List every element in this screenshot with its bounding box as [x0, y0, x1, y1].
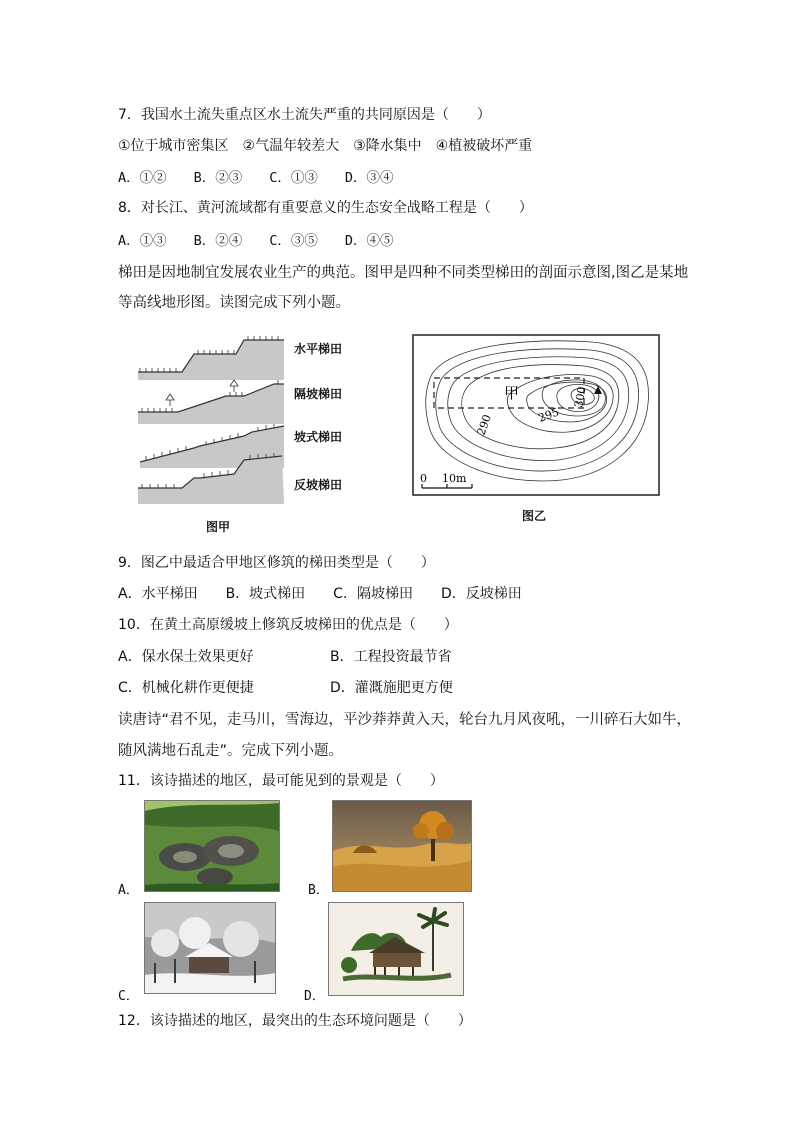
- q10-option-c: C．机械化耕作更便捷: [118, 680, 254, 696]
- terrace-label-level: 水平梯田: [294, 342, 343, 356]
- contour-label-295: 295: [536, 405, 561, 425]
- q9-options: A．水平梯田 B．坡式梯田 C．隔坡梯田 D．反坡梯田: [118, 586, 522, 602]
- q8-stem: 8．对长江、黄河流域都有重要意义的生态安全战略工程是（ ）: [118, 200, 533, 216]
- contour-label-290: 290: [474, 412, 495, 438]
- terrace-label-sloping: 坡式梯田: [294, 430, 343, 444]
- region-jia-label: 甲: [504, 384, 520, 402]
- terrace-profiles-figure: [134, 328, 294, 508]
- q11-letter-b: B．: [308, 883, 329, 898]
- figure-yi-caption: 图乙: [522, 509, 547, 523]
- q7-stem: 7．我国水土流失重点区水土流失严重的共同原因是（ ）: [118, 107, 491, 123]
- q12-stem: 12．该诗描述的地区，最突出的生态环境问题是（ ）: [118, 1013, 472, 1029]
- terrace-label-reverse: 反坡梯田: [294, 478, 343, 492]
- q7-choices: ①位于城市密集区 ②气温年较差大 ③降水集中 ④植被破坏严重: [118, 138, 533, 154]
- scale-zero: 0: [420, 472, 427, 485]
- passage1-line2: 等高线地形图。读图完成下列小题。: [118, 295, 350, 311]
- photo-a-tulou: [144, 800, 280, 892]
- q11-stem: 11．该诗描述的地区，最可能见到的景观是（ ）: [118, 773, 444, 789]
- terrace-label-separated: 隔坡梯田: [294, 387, 343, 401]
- passage1-line1: 梯田是因地制宜发展农业生产的典范。图甲是四种不同类型梯田的剖面示意图,图乙是某地: [118, 265, 689, 281]
- q8-options: A．①③ B．②④ C．③⑤ D．④⑤: [118, 233, 394, 249]
- figure-jia-caption-visible: 图甲: [206, 520, 231, 534]
- q10-option-a: A．保水保土效果更好: [118, 649, 254, 665]
- photo-b-desert: [332, 800, 472, 892]
- scale-length: 10m: [442, 472, 467, 485]
- passage2-line1: 读唐诗“君不见，走马川，雪海边，平沙莽莽黄入天，轮台九月风夜吼，一川碎石大如牛，: [118, 712, 692, 728]
- q9-stem: 9．图乙中最适合甲地区修筑的梯田类型是（ ）: [118, 555, 435, 571]
- contour-label-300: 300: [572, 385, 589, 409]
- q7-options: A．①② B．②③ C．①③ D．③④: [118, 170, 394, 186]
- passage2-line2: 随风满地石乱走”。完成下列小题。: [118, 743, 344, 759]
- slope-separated-terrace-profile: [138, 384, 284, 424]
- photo-c-snow: [144, 902, 276, 994]
- contour-map-figure: [412, 334, 660, 496]
- q11-letter-a: A．: [118, 883, 139, 898]
- photo-d-stilt-house: [328, 902, 464, 996]
- q10-option-d: D．灌溉施肥更方便: [330, 680, 453, 696]
- q11-letter-c: C．: [118, 989, 139, 1004]
- q11-letter-d: D．: [304, 989, 325, 1004]
- q10-option-b: B．工程投资最节省: [330, 649, 452, 665]
- q10-stem: 10．在黄土高原缓坡上修筑反坡梯田的优点是（ ）: [118, 617, 458, 633]
